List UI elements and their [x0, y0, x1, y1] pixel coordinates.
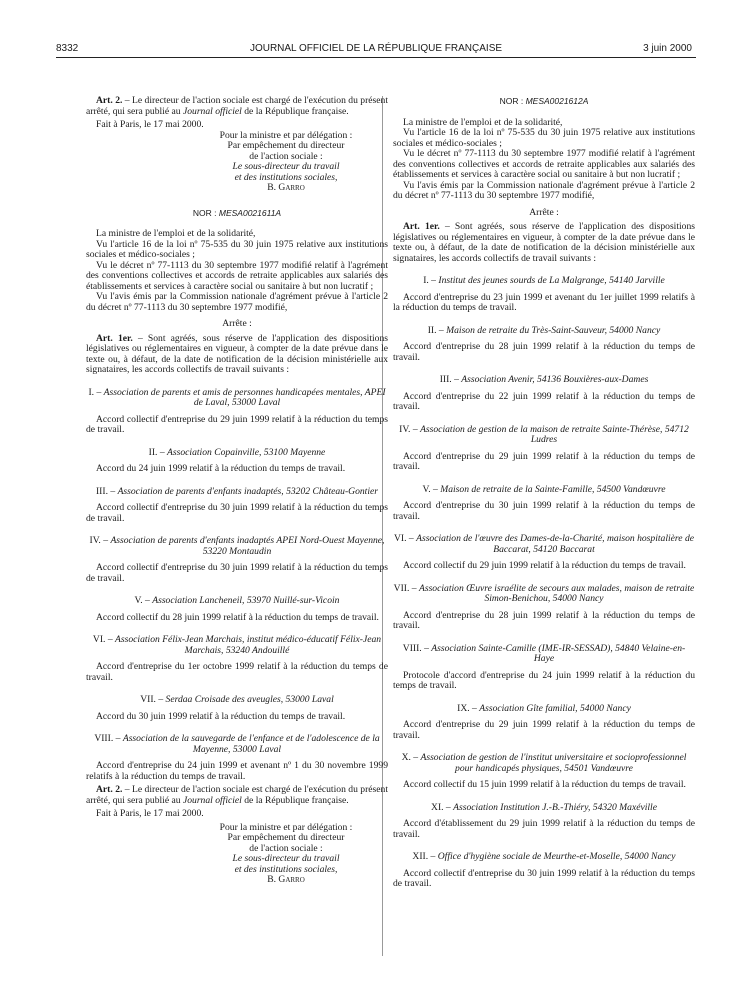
article-label: Art. 2. — [96, 95, 123, 106]
section-number: VIII. – — [402, 642, 432, 654]
agreement-section — [393, 753, 695, 791]
organization-name: Association Œuvre israélite de secours aux malades, maison de retraite Simon-Benichou, 54000 Nancy — [418, 582, 695, 604]
fait-a-paris: Fait à Paris, le 17 mai 2000. — [96, 808, 204, 819]
article-text-end: de la République française. — [241, 105, 349, 117]
signature-line: et des institutions sociales, — [234, 863, 338, 875]
article-text-end: de la République française. — [241, 794, 349, 806]
section-heading — [393, 276, 695, 287]
agreement-section — [393, 534, 695, 572]
agreement-text: Accord d'entreprise du 23 juin 1999 et avenant du 1er juillet 1999 relatifs à la réduction du temps de travail. — [393, 291, 695, 313]
section-number: V. – — [422, 483, 441, 495]
section-number: I. – — [423, 275, 439, 286]
article-text: – Le directeur de l'action sociale est chargé de l'exécution du présent arrêté, qui sera publié au — [86, 784, 388, 806]
agreement-text: Accord collectif d'entreprise du 29 juin 1999 relatif à la réduction du temps de travail. — [86, 413, 388, 435]
issue-date: 3 juin 2000 — [643, 43, 692, 54]
section-number: IV. – — [89, 535, 111, 546]
nor-code: MESA0021611A — [218, 207, 282, 218]
article-2-bottom — [86, 785, 388, 806]
agreement-text: Accord d'entreprise du 29 juin 1999 relatif à la réduction du temps de travail. — [393, 450, 695, 472]
agreement-text: Accord collectif d'entreprise du 30 juin 1999 relatif à la réduction du temps de travail. — [393, 867, 695, 889]
agreement-text: Accord d'entreprise du 30 juin 1999 relatif à la réduction du temps de travail. — [393, 500, 695, 522]
organization-name: Institut des jeunes sourds de La Malgrange, 54140 Jarville — [438, 275, 665, 286]
article-1 — [393, 222, 695, 264]
section-number: IV. – — [399, 423, 421, 435]
journal-name: Journal officiel — [182, 105, 242, 117]
preamble-line: La ministre de l'emploi et de la solidarité, — [403, 116, 563, 128]
organization-name: Maison de retraite de la Sainte-Famille, 54500 Vandœuvre — [440, 483, 666, 495]
organization-name: Association de la sauvegarde de l'enfance et de l'adolescence de la Mayenne, 53000 Laval — [122, 733, 380, 755]
signature-line: Le sous-directeur du travail — [232, 853, 340, 864]
article-2-top — [86, 96, 388, 117]
organization-name: Association de l'œuvre des Dames-de-la-Charité, maison hospitalière de Baccarat, 54120 Baccarat — [416, 533, 695, 555]
section-heading — [86, 448, 388, 459]
arrete-label: Arrête : — [222, 318, 252, 329]
signatory-name: B. Garro — [267, 182, 305, 193]
section-number: II. – — [148, 446, 168, 458]
agreement-section — [393, 425, 695, 473]
section-number: III. – — [95, 485, 118, 497]
organization-name: Association Gîte familial, 54000 Nancy — [479, 702, 631, 714]
agreement-section — [393, 852, 695, 890]
section-heading — [86, 734, 388, 755]
section-number: IX. – — [457, 702, 480, 714]
section-number: VII. – — [393, 582, 419, 594]
nor-prefix: NOR : — [192, 207, 219, 218]
preamble-line: La ministre de l'emploi et de la solidarité, — [96, 228, 256, 239]
signature-line: Par empêchement du directeur — [227, 140, 345, 151]
organization-name: Association Sainte-Camille (IME-IR-SESSAD), 54840 Velaine-en-Haye — [431, 642, 686, 664]
organization-name: Association Avenir, 54136 Bouxières-aux-Dames — [461, 374, 649, 385]
nor-prefix: NOR : — [499, 96, 526, 106]
header-rule — [56, 57, 696, 58]
preamble-line: Vu le décret nº 77-1113 du 30 septembre 1977 modifié relatif à l'agrément des conventions collectives et accords de retraite applicables aux salariés des établissements et services à caractère social ou sanitaire à but non lucratif ; — [86, 259, 388, 292]
organization-name: Association Institution J.-B.-Thiéry, 54320 Maxéville — [453, 801, 657, 813]
agreement-section — [393, 803, 695, 841]
nor-reference — [86, 208, 388, 219]
signatory-name: B. Garro — [267, 874, 305, 885]
section-heading — [393, 326, 695, 337]
agreement-section — [393, 326, 695, 364]
agreement-section — [86, 695, 388, 722]
organization-name: Association de gestion de l'institut universitaire et socioprofessionnel pour handicapés physiques, 54501 Vandœuvre — [420, 752, 687, 774]
agreement-text: Accord d'entreprise du 22 juin 1999 relatif à la réduction du temps de travail. — [393, 390, 695, 412]
section-number: VIII. – — [94, 733, 123, 744]
section-heading — [393, 584, 695, 605]
agreement-text: Accord d'entreprise du 28 juin 1999 relatif à la réduction du temps de travail. — [393, 609, 695, 631]
section-heading — [86, 695, 388, 706]
agreement-section — [393, 485, 695, 523]
left-column — [86, 96, 388, 886]
agreement-section — [86, 536, 388, 584]
article-1 — [86, 334, 388, 376]
agreement-text: Accord collectif du 15 juin 1999 relatif à la réduction du temps de travail. — [403, 779, 686, 790]
section-heading — [86, 635, 388, 656]
section-number: X. – — [401, 752, 421, 763]
page-number: 8332 — [56, 43, 79, 54]
signature-line: et des institutions sociales, — [234, 171, 338, 183]
preamble-line: Vu l'article 16 de la loi nº 75-535 du 30 juin 1975 relative aux institutions sociales et médico-sociales ; — [393, 127, 695, 149]
organization-name: Association Félix-Jean Marchais, institut médico-éducatif Félix-Jean Marchais, 53240 Andouillé — [115, 634, 382, 656]
preamble — [86, 229, 388, 313]
signature-line: Pour la ministre et par délégation : — [219, 821, 353, 833]
agreement-section — [86, 448, 388, 475]
signature-block — [196, 131, 376, 194]
agreement-section — [86, 596, 388, 623]
preamble-line: Vu l'avis émis par la Commission nationale d'agrément prévue à l'article 2 du décret nº 77-1113 du 30 septembre 1977 modifié, — [393, 179, 695, 201]
signature-line: Le sous-directeur du travail — [232, 161, 340, 172]
section-number: VI. – — [92, 634, 116, 645]
agreement-text: Accord d'entreprise du 29 juin 1999 relatif à la réduction du temps de travail. — [393, 719, 695, 741]
section-heading — [86, 596, 388, 607]
organization-name: Association de gestion de la maison de retraite Sainte-Thérèse, 54712 Ludres — [420, 423, 689, 445]
preamble-line: Vu le décret nº 77-1113 du 30 septembre 1977 modifié relatif à l'agrément des conventions collectives et accords de retraite applicables aux salariés des établissements et services à caractère social ou sanitaire à but non lucratif ; — [393, 148, 695, 180]
agreement-sections — [86, 388, 388, 783]
agreement-text: Accord d'entreprise du 28 juin 1999 relatif à la réduction du temps de travail. — [393, 341, 695, 363]
agreement-text: Protocole d'accord d'entreprise du 24 juin 1999 relatif à la réduction du temps de travail. — [393, 669, 695, 691]
section-heading — [393, 375, 695, 386]
section-heading — [393, 753, 695, 774]
agreement-text: Accord collectif d'entreprise du 30 juin 1999 relatif à la réduction du temps de travail. — [86, 562, 388, 584]
journal-name: Journal officiel — [182, 794, 242, 806]
organization-name: Serdaa Croisade des aveugles, 53000 Laval — [165, 694, 334, 705]
agreement-text: Accord du 24 juin 1999 relatif à la réduction du temps de travail. — [96, 463, 346, 474]
agreement-section — [86, 388, 388, 436]
preamble — [393, 118, 695, 202]
article-label: Art. 1er. — [403, 221, 440, 232]
agreement-text: Accord collectif du 29 juin 1999 relatif à la réduction du temps de travail. — [403, 560, 686, 571]
signature-line: Pour la ministre et par délégation : — [219, 129, 353, 141]
section-number: III. – — [439, 374, 462, 385]
section-heading — [393, 644, 695, 665]
section-heading — [393, 485, 695, 496]
arrete-label: Arrête : — [529, 206, 559, 218]
nor-reference — [393, 96, 695, 107]
agreement-text: Accord d'entreprise du 1er octobre 1999 relatif à la réduction du temps de travail. — [86, 661, 388, 683]
organization-name: Association de parents d'enfants inadaptés, 53202 Château-Gontier — [117, 485, 379, 497]
nor-code: MESA0021612A — [525, 96, 589, 106]
section-number: V. – — [134, 595, 153, 606]
agreement-section — [393, 375, 695, 413]
section-heading — [393, 704, 695, 715]
section-heading — [393, 803, 695, 814]
agreement-text: Accord d'entreprise du 24 juin 1999 et avenant nº 1 du 30 novembre 1999 relatifs à la réduction du temps de travail. — [86, 760, 388, 782]
article-text: – Sont agréés, sous réserve de l'application des dispositions législatives ou réglementaires en vigueur, à compter de la date prévue dans le texte ou, à défaut, de la date de notification de la décision ministérielle aux signataires, les accords collectifs de travail suivants : — [86, 332, 388, 375]
organization-name: Association de parents d'enfants inadaptés APEI Nord-Ouest Mayenne, 53220 Montaudin — [110, 535, 385, 557]
article-text: – Sont agréés, sous réserve de l'application des dispositions législatives ou réglementaires en vigueur, à compter de la date prévue dans le texte ou, à défaut, de la date de notification de la décision ministérielle aux signataires, les accords collectifs de travail suivants : — [393, 221, 695, 264]
section-number: VI. – — [393, 533, 417, 544]
agreement-section — [86, 487, 388, 525]
organization-name: Association Copainville, 53100 Mayenne — [167, 446, 326, 458]
organization-name: Association Lancheneil, 53970 Nuillé-sur-Vicoin — [152, 595, 340, 606]
signature-line: de l'action sociale : — [249, 150, 323, 162]
section-number: VII. – — [140, 694, 166, 705]
signature-block — [196, 823, 376, 886]
section-number: II. – — [427, 324, 447, 336]
agreement-section — [86, 734, 388, 782]
agreement-sections — [393, 276, 695, 890]
agreement-text: Accord collectif d'entreprise du 30 juin 1999 relatif à la réduction du temps de travail. — [86, 502, 388, 524]
agreement-section — [86, 635, 388, 683]
preamble-line: Vu l'article 16 de la loi nº 75-535 du 30 juin 1975 relative aux institutions sociales et médico-sociales ; — [86, 238, 388, 260]
agreement-section — [393, 644, 695, 692]
signature-line: de l'action sociale : — [249, 842, 323, 854]
article-text: – Le directeur de l'action sociale est chargé de l'exécution du présent arrêté, qui sera publié au — [86, 95, 388, 117]
right-column — [393, 96, 695, 890]
journal-title: JOURNAL OFFICIEL DE LA RÉPUBLIQUE FRANÇAISE — [249, 43, 503, 54]
agreement-section — [393, 276, 695, 314]
article-label: Art. 1er. — [96, 332, 133, 344]
section-number: I. – — [88, 386, 104, 398]
section-heading — [393, 425, 695, 446]
agreement-section — [393, 704, 695, 742]
section-heading — [86, 388, 388, 409]
signature-line: Par empêchement du directeur — [227, 832, 345, 843]
fait-a-paris: Fait à Paris, le 17 mai 2000. — [96, 119, 204, 130]
section-number: XI. – — [431, 801, 454, 813]
preamble-line: Vu l'avis émis par la Commission nationale d'agrément prévue à l'article 2 du décret nº 77-1113 du 30 septembre 1977 modifié, — [86, 291, 388, 313]
organization-name: Association de parents et amis de personnes handicapées mentales, APEI de Laval, 53000 Laval — [103, 386, 386, 408]
article-label: Art. 2. — [96, 784, 123, 795]
agreement-section — [393, 584, 695, 632]
agreement-text: Accord collectif du 28 juin 1999 relatif à la réduction du temps de travail. — [96, 611, 379, 623]
section-heading — [393, 852, 695, 863]
page-header — [0, 40, 752, 56]
section-heading — [86, 487, 388, 498]
agreement-text: Accord du 30 juin 1999 relatif à la réduction du temps de travail. — [96, 710, 346, 722]
organization-name: Maison de retraite du Très-Saint-Sauveur, 54000 Nancy — [446, 324, 661, 336]
section-heading — [86, 536, 388, 557]
agreement-text: Accord d'établissement du 29 juin 1999 relatif à la réduction du temps de travail. — [393, 818, 695, 840]
section-heading — [393, 534, 695, 555]
organization-name: Office d'hygiène sociale de Meurthe-et-Moselle, 54000 Nancy — [437, 851, 676, 862]
section-number: XII. – — [412, 851, 438, 862]
